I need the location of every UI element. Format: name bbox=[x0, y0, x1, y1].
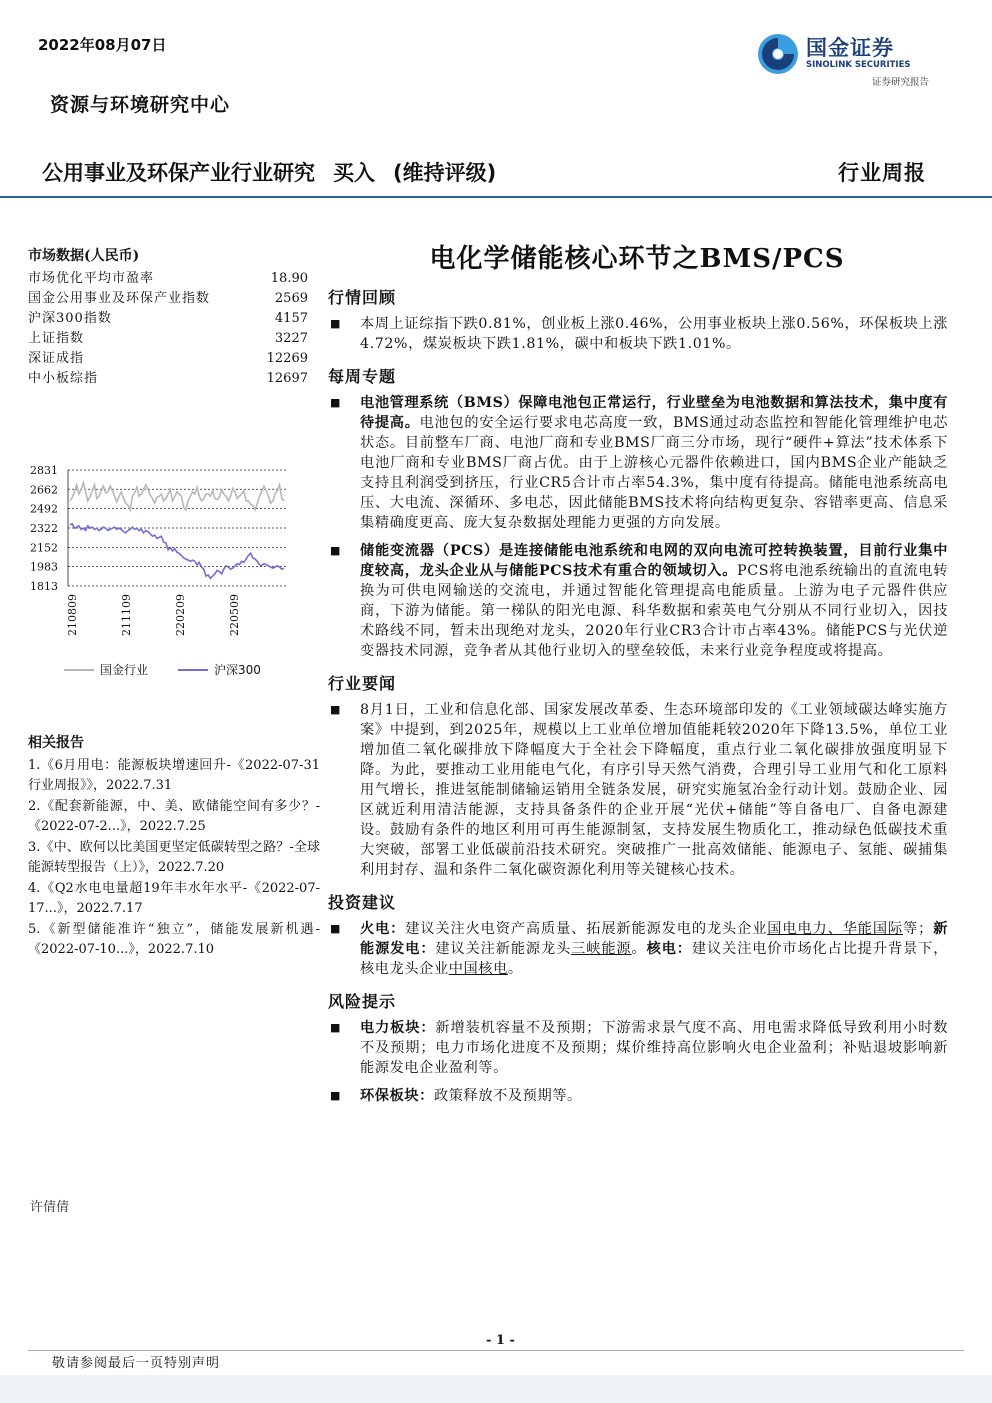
sinolink-logo-icon bbox=[756, 32, 800, 76]
rating-label: 买入 bbox=[333, 161, 375, 185]
section-heading: 每周专题 bbox=[328, 367, 397, 386]
investment-text: 。 bbox=[631, 941, 647, 957]
market-data-label: 国金公用事业及环保产业指数 bbox=[28, 291, 211, 306]
market-data-row bbox=[28, 309, 308, 329]
market-data-row bbox=[28, 269, 308, 289]
document-title: 电化学储能核心环节之BMS/PCS bbox=[429, 244, 845, 274]
paragraph-text: 新增装机容量不及预期；下游需求景气度不高、用电需求降低导致利用小时数不及预期；电力市场化进度不及预期；煤价维持高位影响火电企业盈利；补贴退坡影响新能源发电企业盈利等。 bbox=[360, 1020, 948, 1076]
investment-text: 核电： bbox=[646, 941, 692, 957]
market-data-title: 市场数据(人民币) bbox=[28, 248, 140, 264]
paragraph-lead: 电力板块： bbox=[360, 1020, 436, 1036]
research-center: 资源与环境研究中心 bbox=[50, 94, 231, 116]
related-report-item: 5.《新型储能准许“独立”，储能发展新机遇-《2022-07-10...》，2022.7.10 bbox=[28, 922, 320, 957]
related-report-item: 3.《中、欧何以比美国更坚定低碳转型之路？-全球能源转型报告（上）》，2022.7.20 bbox=[28, 840, 320, 875]
section-paragraph bbox=[326, 393, 948, 533]
market-data-value: 12269 bbox=[266, 351, 308, 366]
section-paragraph bbox=[326, 541, 948, 661]
footer-disclaimer: 敬请参阅最后一页特别声明 bbox=[52, 1356, 221, 1371]
paragraph-text: PCS将电池系统输出的直流电转换为可供电网输送的交流电，并通过智能化管理提高电能质量。上游为电子元器件供应商，下游为储能。第一梯队的阳光电源、科华数据和索英电气分别从不同行业切入，因技术路线不同，暂未出现绝对龙头，2020年行业CR3合计市占率43%。储能PCS与光伏逆变器技术同源，竞争者从其他行业切入的壁垒较低，未来行业竞争程度或将提高。 bbox=[360, 563, 948, 659]
section-paragraph bbox=[326, 314, 948, 354]
paragraph-lead: 环保板块： bbox=[360, 1088, 434, 1104]
related-report-item: 1.《6月用电：能源板块增速回升-《2022-07-31行业周报》》，2022.7.31 bbox=[28, 758, 320, 793]
investment-text: 等； bbox=[903, 921, 933, 937]
chart-x-tick: 220509 bbox=[228, 594, 241, 636]
main-content bbox=[326, 238, 948, 1114]
paragraph-text: 8月1日，工业和信息化部、国家发展改革委、生态环境部印发的《工业领域碳达峰实施方案》中提到，到2025年，规模以上工业单位增加值能耗较2020年下降13.5%，单位工业增加值二氧化碳排放下降幅度大于全社会下降幅度，重点行业二氧化碳排放强度明显下降。为此，要推动工业用能电气化，有序引导天然气消费，合理引导工业用气和化工原料用气增长，推进氢能制储输运销用全链条发展，研究实施氢冶金行动计划。鼓励企业、园区就近利用清洁能源，支持具备条件的企业开展“光伏+储能”等自备电厂、自备电源建设。鼓励有条件的地区利用可再生能源制氢，支持发展生物质化工，推动绿色低碳技术重大突破，部署工业低碳前沿技术研究。突破推广一批高效储能、能源电子、氢能、碳捕集利用封存、温和条件二氧化碳资源化利用等关键核心技术。 bbox=[360, 702, 948, 878]
report-header bbox=[42, 157, 514, 187]
market-data-panel bbox=[28, 245, 308, 389]
chart-legend-label: 国金行业 bbox=[100, 663, 149, 677]
chart-y-tick: 2662 bbox=[30, 483, 58, 497]
analyst-name: 许倩倩 bbox=[30, 1200, 70, 1215]
market-data-label: 中小板综指 bbox=[28, 371, 99, 386]
related-reports bbox=[28, 732, 320, 961]
related-reports-title: 相关报告 bbox=[28, 735, 84, 751]
investment-text: 国电电力、华能国际 bbox=[767, 921, 904, 937]
industry-label: 公用事业及环保产业行业研究 bbox=[42, 161, 315, 185]
company-logo bbox=[756, 30, 946, 90]
chart-series-line bbox=[70, 524, 284, 579]
market-data-label: 深证成指 bbox=[28, 351, 85, 366]
investment-text: 建议关注火电资产高质量、拓展新能源发电的龙头企业 bbox=[405, 921, 768, 937]
section-paragraph bbox=[326, 1018, 948, 1078]
investment-text: 。 bbox=[507, 961, 523, 977]
chart-y-tick: 2831 bbox=[30, 464, 58, 477]
bottom-band bbox=[0, 1375, 992, 1403]
related-report-item: 4.《Q2水电电量超19年丰水年水平-《2022-07-17...》，2022.7.17 bbox=[28, 881, 320, 916]
paragraph-lead: 电池管理系统（BMS）保障电池包正常运行，行业壁垒为电池数据和算法技术，集中度有待提高。 bbox=[360, 395, 948, 431]
chart-y-tick: 1983 bbox=[30, 560, 58, 574]
market-data-row bbox=[28, 329, 308, 349]
rating-note: (维持评级) bbox=[393, 161, 497, 185]
investment-text: 建议关注电价市场化占比提升背景下，核电龙头企业 bbox=[360, 941, 948, 977]
investment-text: 三峡能源 bbox=[571, 941, 632, 957]
header-divider bbox=[0, 196, 992, 198]
market-data-value: 18.90 bbox=[270, 271, 308, 286]
section-paragraph bbox=[326, 1086, 948, 1106]
index-line-chart bbox=[28, 458, 298, 688]
market-data-value: 3227 bbox=[274, 331, 308, 346]
chart-x-tick: 220209 bbox=[174, 594, 187, 636]
logo-name-en: SINOLINK SECURITIES bbox=[806, 60, 911, 70]
investment-text: 建议关注新能源龙头 bbox=[435, 941, 572, 957]
report-date: 2022年08月07日 bbox=[38, 36, 167, 54]
section-paragraph bbox=[326, 700, 948, 880]
chart-series-line bbox=[70, 483, 284, 510]
section-heading: 投资建议 bbox=[328, 893, 397, 912]
market-data-row bbox=[28, 369, 308, 389]
page-number: - 1 - bbox=[486, 1333, 515, 1348]
chart-y-tick: 2492 bbox=[30, 502, 58, 516]
logo-subtitle: 证券研究报告 bbox=[872, 77, 930, 88]
report-type: 行业周报 bbox=[838, 160, 926, 185]
section-heading: 风险提示 bbox=[328, 992, 397, 1011]
investment-text: 中国核电 bbox=[448, 961, 508, 977]
market-data-label: 沪深300指数 bbox=[28, 311, 112, 326]
paragraph-lead: 储能变流器（PCS）是连接储能电池系统和电网的双向电流可控转换装置，目前行业集中度较高，龙头企业从与储能PCS技术有重合的领域切入。 bbox=[360, 543, 948, 579]
market-data-value: 2569 bbox=[274, 291, 308, 306]
footer-divider bbox=[28, 1350, 964, 1351]
related-report-item: 2.《配套新能源，中、美、欧储能空间有多少？-《2022-07-2...》，2022.7.25 bbox=[28, 799, 320, 834]
market-data-value: 12697 bbox=[266, 371, 308, 386]
chart-svg bbox=[28, 458, 298, 688]
logo-name-cn: 国金证券 bbox=[806, 36, 894, 60]
chart-y-tick: 2322 bbox=[30, 522, 58, 535]
chart-x-tick: 210809 bbox=[66, 594, 79, 636]
market-data-value: 4157 bbox=[274, 311, 308, 326]
section-heading: 行情回顾 bbox=[328, 288, 397, 307]
chart-y-tick: 1813 bbox=[30, 580, 58, 593]
investment-paragraph bbox=[326, 919, 948, 979]
market-data-label: 上证指数 bbox=[28, 331, 85, 346]
investment-text: 火电： bbox=[360, 921, 406, 937]
market-data-label: 市场优化平均市盈率 bbox=[28, 271, 155, 286]
market-data-row bbox=[28, 289, 308, 309]
chart-legend-label: 沪深300 bbox=[214, 663, 261, 677]
chart-x-tick: 211109 bbox=[120, 594, 133, 636]
paragraph-text: 本周上证综指下跌0.81%，创业板上涨0.46%，公用事业板块上涨0.56%，环保板块上涨4.72%，煤炭板块下跌1.81%，碳中和板块下跌1.01%。 bbox=[360, 316, 948, 352]
chart-y-tick: 2152 bbox=[30, 541, 58, 555]
investment-text: 新能源发电： bbox=[360, 921, 949, 957]
paragraph-text: 政策释放不及预期等。 bbox=[433, 1088, 582, 1104]
section-heading: 行业要闻 bbox=[328, 674, 397, 693]
paragraph-text: 电池包的安全运行要求电芯高度一致，BMS通过动态监控和智能化管理维护电芯状态。目前整车厂商、电池厂商和专业BMS厂商三分市场，现行“硬件+算法”技术体系下电池厂商和专业BMS厂商占优。由于上游核心元器件依赖进口，国内BMS企业产能缺乏支持且利润受到挤压，行业CR5合计市占率54.3%，集中度有待提高。储能电池系统高电压、大电流、深循环、多电芯，因此储能BMS技术将向结构更复杂、容错率更高、信息采集精确度更高、庞大复杂数据处理能力更强的方向发展。 bbox=[360, 415, 948, 531]
market-data-row bbox=[28, 349, 308, 369]
